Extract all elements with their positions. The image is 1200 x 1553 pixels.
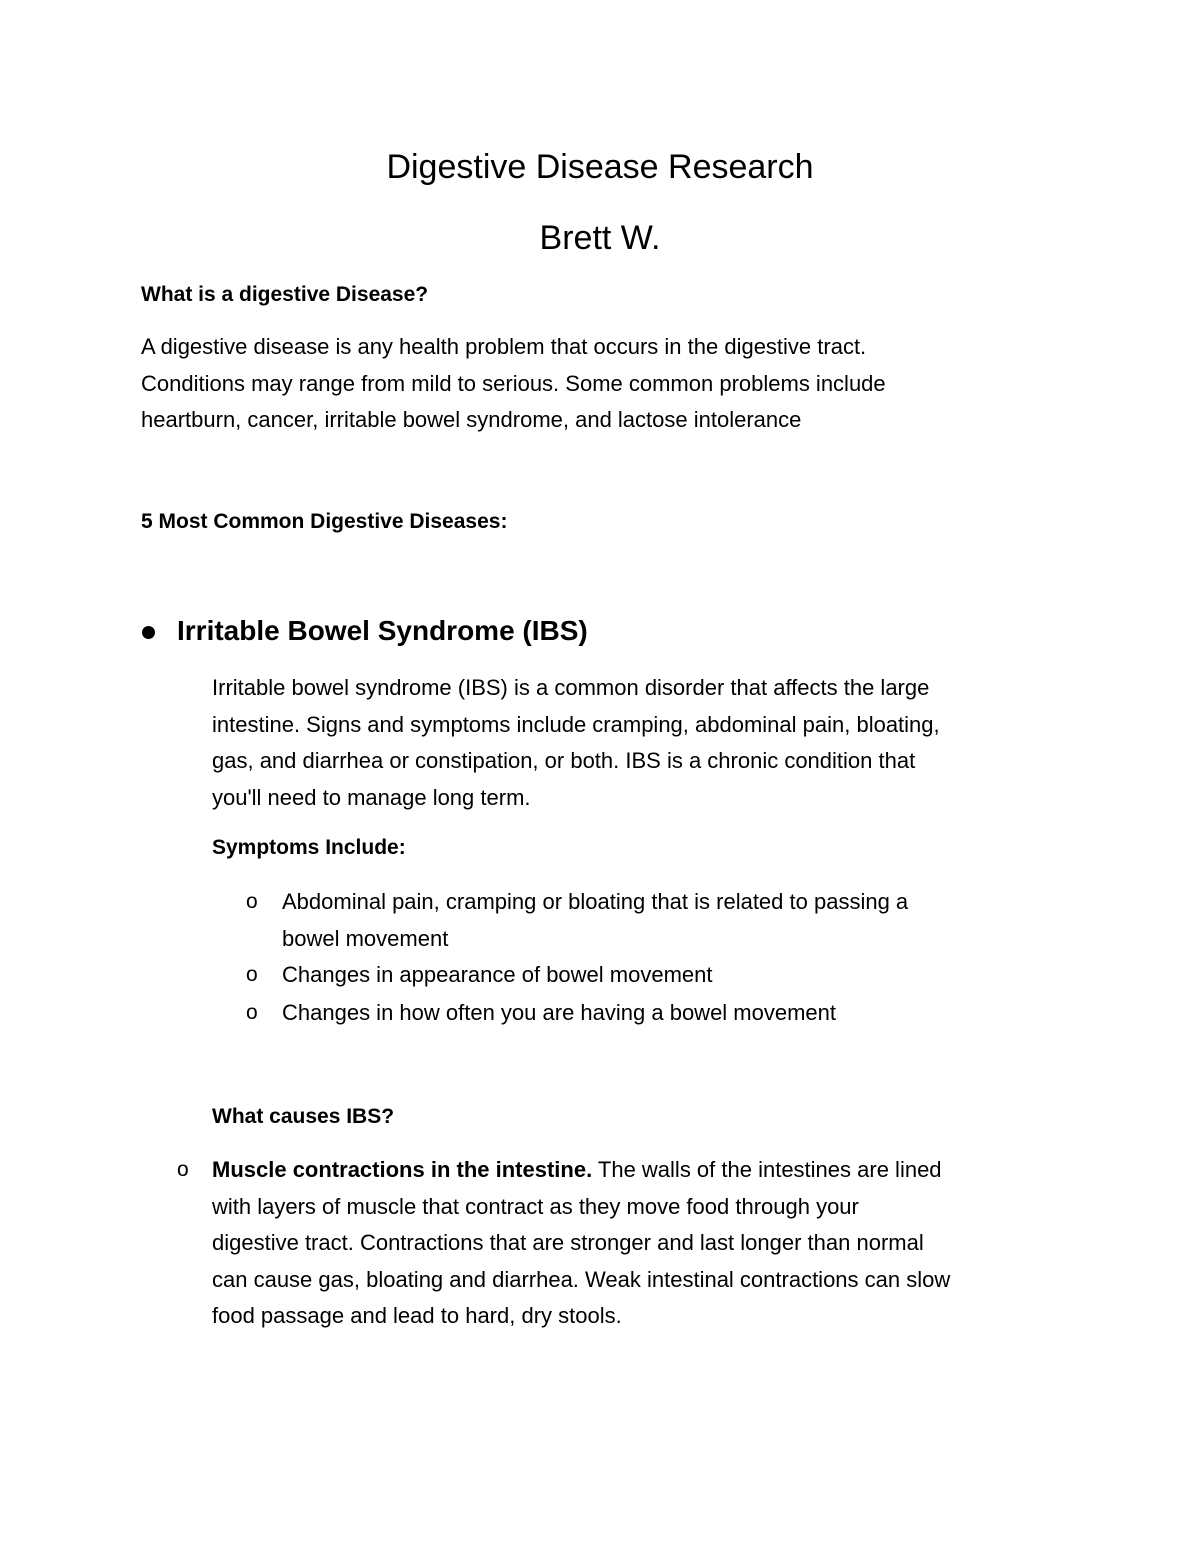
paragraph-line: you'll need to manage long term.: [212, 784, 531, 810]
symptom-item: [282, 995, 836, 1032]
cause-item: [212, 1152, 950, 1335]
list-item-line: bowel movement: [282, 925, 449, 951]
document-title: Digestive Disease Research: [386, 148, 814, 186]
document-author: Brett W.: [539, 219, 661, 257]
list-item-line: digestive tract. Contractions that are stronger and last longer than normal: [212, 1230, 924, 1255]
symptom-item: [282, 884, 908, 957]
paragraph-line: gas, and diarrhea or constipation, or both. IBS is a chronic condition that: [212, 748, 916, 773]
cause-text: The walls of the intestines are lined: [592, 1157, 942, 1182]
list-item-line: Changes in appearance of bowel movement: [282, 962, 713, 987]
hollow-bullet-icon: o: [246, 890, 258, 913]
paragraph-line: intestine. Signs and symptoms include cramping, abdominal pain, bloating,: [212, 711, 940, 737]
paragraph-line: A digestive disease is any health problem that occurs in the digestive tract.: [141, 334, 867, 359]
list-item-line: [212, 1152, 950, 1189]
hollow-bullet-icon: o: [246, 1001, 258, 1024]
paragraph-line: Irritable bowel syndrome (IBS) is a common disorder that affects the large: [212, 675, 930, 700]
list-item-line: Abdominal pain, cramping or bloating that is related to passing a: [282, 889, 909, 914]
causes-heading: What causes IBS?: [212, 1105, 395, 1128]
hollow-bullet-icon: o: [246, 963, 258, 986]
list-item-line: Changes in how often you are having a bowel movement: [282, 1000, 837, 1025]
cause-title: Muscle contractions in the intestine.: [212, 1157, 593, 1182]
paragraph-line: heartburn, cancer, irritable bowel syndrome, and lactose intolerance: [141, 407, 802, 432]
symptom-item: [282, 957, 713, 994]
disease-heading-ibs: Irritable Bowel Syndrome (IBS): [177, 615, 588, 646]
bullet-dot-icon: [142, 626, 155, 639]
what-is-paragraph: [141, 329, 886, 439]
hollow-bullet-icon: o: [177, 1158, 189, 1181]
list-item-line: can cause gas, bloating and diarrhea. Weak intestinal contractions can slow: [212, 1266, 951, 1292]
ibs-description: [212, 670, 940, 816]
paragraph-line: Conditions may range from mild to serious. Some common problems include: [141, 370, 886, 396]
common-diseases-heading: 5 Most Common Digestive Diseases:: [141, 510, 508, 533]
list-item-line: with layers of muscle that contract as they move food through your: [212, 1193, 859, 1219]
list-item-line: food passage and lead to hard, dry stools.: [212, 1303, 622, 1328]
symptoms-heading: Symptoms Include:: [212, 836, 406, 859]
what-is-heading: What is a digestive Disease?: [141, 283, 429, 306]
